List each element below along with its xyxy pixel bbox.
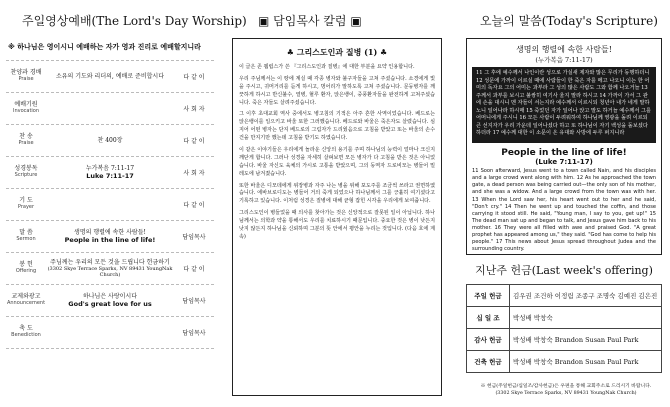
row-detail: 하나님은 사랑이시다 — [82, 292, 138, 300]
row-label-en: Benediction — [11, 332, 41, 339]
row-label: 예배기원 — [14, 101, 38, 109]
scripture-ko-text: 11 그 후에 예수께서 나인이란 성으로 가실새 제자와 많은 무리가 동행하더니 12 성문에 가까이 이르실 때에 사람들이 한 죽은 자를 메고 나오니 이는 한 어미의 독자요 그의 어미는 과부라 그 성의 많은 사람도 그와 함께 나오거늘 13 주께서 과부를 보시고 불쌍히 여기사 울지 말라 하시고 14 가까이 가서 그 관에 손을 대시니 멘 자들이 서는지라 예수께서 이르시되 청년아 내가 네게 말하노니 일어나라 하시매 15 죽었던 자가 일어나 앉고 말도 하거늘 예수께서 그를 어머니에게 주시니 16 모든 사람이 두려워하여 하나님께 영광을 돌려 이르되 큰 선지자가 우리 가운데 일어나셨다 하고 또 하나님이 자기 백성을 돌보셨다 하더라 17 예수께 대한 이 소문이 온 유대와 사방에 두루 퍼지니라 — [472, 67, 656, 143]
row-leader: 다 같 이 — [183, 202, 205, 209]
column-box-title: ♣ 그리스도인과 질병 (1) ♣ — [286, 47, 388, 57]
scripture-en-title: People in the line of life! — [501, 148, 627, 158]
column-paragraph: 이 글은 존 웹립스가 쓴 『그리스도인과 질병』에 대한 부분을 요약 인용합니다. — [239, 64, 415, 70]
table-row — [467, 307, 662, 329]
row-leader: 사 회 자 — [183, 106, 205, 113]
row-leader: 다 같 이 — [183, 138, 205, 145]
row-detail: 누가복음 7:11-17 — [85, 164, 135, 172]
row-detail-en: God's great love for us — [68, 300, 152, 309]
row-label: 성경봉독 — [14, 165, 38, 173]
scripture-title: 오늘의 말씀(Today's Scripture) — [480, 14, 658, 28]
worship-order-list — [6, 60, 214, 349]
row-leader: 다 같 이 — [183, 74, 205, 81]
row-label: 기 도 — [19, 197, 33, 205]
table-row — [467, 351, 662, 373]
scripture-ko-ref: (누가복음 7:11-17) — [535, 56, 593, 64]
row-label-en: Praise — [18, 140, 34, 147]
worship-row — [6, 92, 214, 124]
worship-row — [6, 220, 214, 252]
offering-note-text: ※ 헌금(주일헌금/십일조/감사헌금)은 우편을 통해 교회주소로 드리시기 바랍니다. — [480, 384, 652, 389]
offering-names: 박성배 박창숙 — [510, 307, 662, 329]
offering-address: (3302 Skye Terrace Sparks, NV 89431 YoungNak Church) — [495, 390, 637, 396]
column-box — [232, 38, 442, 396]
row-label: 찬 송 — [19, 133, 33, 141]
row-label-en: Sermon — [16, 236, 36, 243]
table-row — [467, 329, 662, 351]
worship-row — [6, 284, 214, 316]
worship-row — [6, 252, 214, 284]
column-title: ▣ 담임목사 칼럼 ▣ — [258, 14, 362, 28]
row-detail: 찬 400장 — [97, 136, 123, 144]
worship-title: 주일영상예배(The Lord's Day Worship) — [22, 14, 247, 28]
row-label-en: Scripture — [14, 172, 38, 179]
row-leader: 담임목사 — [182, 298, 206, 305]
row-detail-en: (3302 Skye Terrace Sparks, NV 89431 YoungNak Church) — [47, 266, 173, 279]
row-label-en: Invocation — [12, 108, 40, 115]
offering-names: 김우권 조건하 이정림 조종구 조명숙 김예진 김은진 — [510, 285, 662, 307]
row-label-en: Announcement — [6, 300, 46, 307]
scripture-box — [466, 38, 662, 255]
offering-type: 주일 헌금 — [467, 285, 510, 307]
worship-row — [6, 124, 214, 156]
table-row — [467, 285, 662, 307]
row-label: 찬양과 경배 — [10, 69, 42, 77]
column-paragraph: 이 같은 이야기들은 우리에게 놀라운 신앙의 용기를 주며 하나님의 능력이 얼마나 크신지 깨닫게 합니다. 그러나 성경을 자세히 살펴보면 모든 병자가 다 고침을 받은 것은 아니었습니다. 바울 자신도 육체의 가시로 고통을 받았으며, 그의 동역자 드로비모는 병들어 밀레도에 남겨졌습니다. — [239, 147, 435, 177]
row-detail: 생명의 행렬에 속한 사람들! — [74, 228, 146, 236]
row-leader: 담임목사 — [182, 234, 206, 241]
worship-row — [6, 156, 214, 188]
offering-type: 감사 헌금 — [467, 329, 510, 351]
column-paragraph: 또한 바울은 디모데에게 위장병과 자주 나는 병을 위해 포도주를 조금씩 쓰라고 권면하였습니다. 에바브로디도는 병들어 거의 죽게 되었으나 하나님께서 그를 긍휼히 여기셨다고 기록하고 있습니다. 이처럼 성경은 질병에 대해 균형 잡힌 시각을 우리에게 보여줍니다. — [239, 182, 435, 205]
offering-table — [466, 284, 662, 373]
row-label: 말 씀 — [19, 229, 33, 237]
worship-notice: ※ 하나님은 영이시니 예배하는 자가 영과 진리로 예배할지니라 — [8, 43, 201, 51]
worship-row — [6, 188, 214, 220]
row-leader: 사 회 자 — [183, 170, 205, 177]
row-label-en: Prayer — [17, 204, 35, 211]
column-paragraph: 우리 주님께서는 이 땅에 계실 때 각종 병자와 불구자들을 고쳐 주셨습니다. 소경에게 빛을 주시고, 귀머거리를 듣게 하시고, 벙어리가 말하도록 고쳐 주셨습니다. 문둥병자를 깨끗하게 하시고 반신불수, 열병, 혈루 환자, 앉은뱅이, 중풍환자들을 완전하게 고쳐주셨습니다. 죽은 자들도 살려주셨습니다. — [239, 75, 435, 106]
row-label: 교제와광고 — [11, 293, 41, 301]
row-detail-en: Luke 7:11-17 — [86, 172, 134, 181]
scripture-ko-title: 생명의 행렬에 속한 사람들! — [516, 45, 612, 54]
row-leader: 다 같 이 — [183, 266, 205, 273]
row-label: 축 도 — [19, 325, 33, 333]
worship-row — [6, 60, 214, 92]
offering-title: 지난주 헌금(Last week's offering) — [475, 264, 653, 277]
row-leader: 담임목사 — [182, 330, 206, 337]
offering-note — [466, 384, 666, 397]
column-paragraph: 그 이후 초대교회 역사 중에서도 병고침의 기적은 아주 흔한 사역이었습니다. 베드로는 앉은뱅이를 일으키고 바울 또한 그러했습니다. 베드로와 바울은 죽은자도 살렸습니다. 심지어 어떤 병자는 단지 베드로의 그림자가 드리웠음으로 고침을 받았고 또는 바울의 손수건을 만지기만 했는데 고침을 받기도 하였습니다. — [239, 111, 435, 142]
row-detail-en: People in the line of life! — [64, 236, 156, 245]
column-paragraph: 그리스도인이 병들었을 때 의사를 찾아가는 것은 신앙적으로 잘못된 일이 아닙니다. 하나님께서는 의학과 약을 통해서도 우리를 치료하시기 때문입니다. 중요한 것은 병이 낫든지 낫지 않든지 하나님을 신뢰하며 그분의 뜻 안에서 평안을 누리는 것입니다. (다음 호에 계속) — [239, 210, 435, 240]
worship-row — [6, 316, 214, 349]
offering-type: 건축 헌금 — [467, 351, 510, 373]
row-label: 봉 헌 — [19, 261, 33, 269]
row-detail: 주님께는 우리의 모든 것을 드립니다 헌금하기 — [50, 258, 170, 266]
row-label-en: Praise — [18, 76, 34, 83]
row-detail: 소유의 기도와 리더의, 예배로 준비합시다 — [55, 72, 165, 80]
offering-names: 박성배 박창숙 Brandon Susan Paul Park — [510, 329, 662, 351]
offering-names: 박성배 박창숙 Brandon Susan Paul Park — [510, 351, 662, 373]
scripture-en-ref: (Luke 7:11-17) — [535, 158, 593, 166]
scripture-en-text: 11 Soon afterward, Jesus went to a town called Nain, and his disciples and a large crowd went along with him. 12 As he approached the town gate, a dead person was being carried out—the only son of his mother, and she was a widow. And a large crowd from the town was with her. 13 When the Lord saw her, his heart went out to her and he said, "Don't cry." 14 Then he went up and touched the coffin, and those carrying it stood still. He said, "Young man, I say to you, get up!" 15 The dead man sat up and began to talk, and Jesus gave him back to his mother. 16 They were all filled with awe and praised God. "A great prophet has appeared among us," they said. "God has come to help his people." 17 This news about Jesus spread throughout Judea and the surrounding country. — [472, 168, 656, 253]
offering-type: 십 일 조 — [467, 307, 510, 329]
row-label-en: Offering — [15, 268, 37, 275]
